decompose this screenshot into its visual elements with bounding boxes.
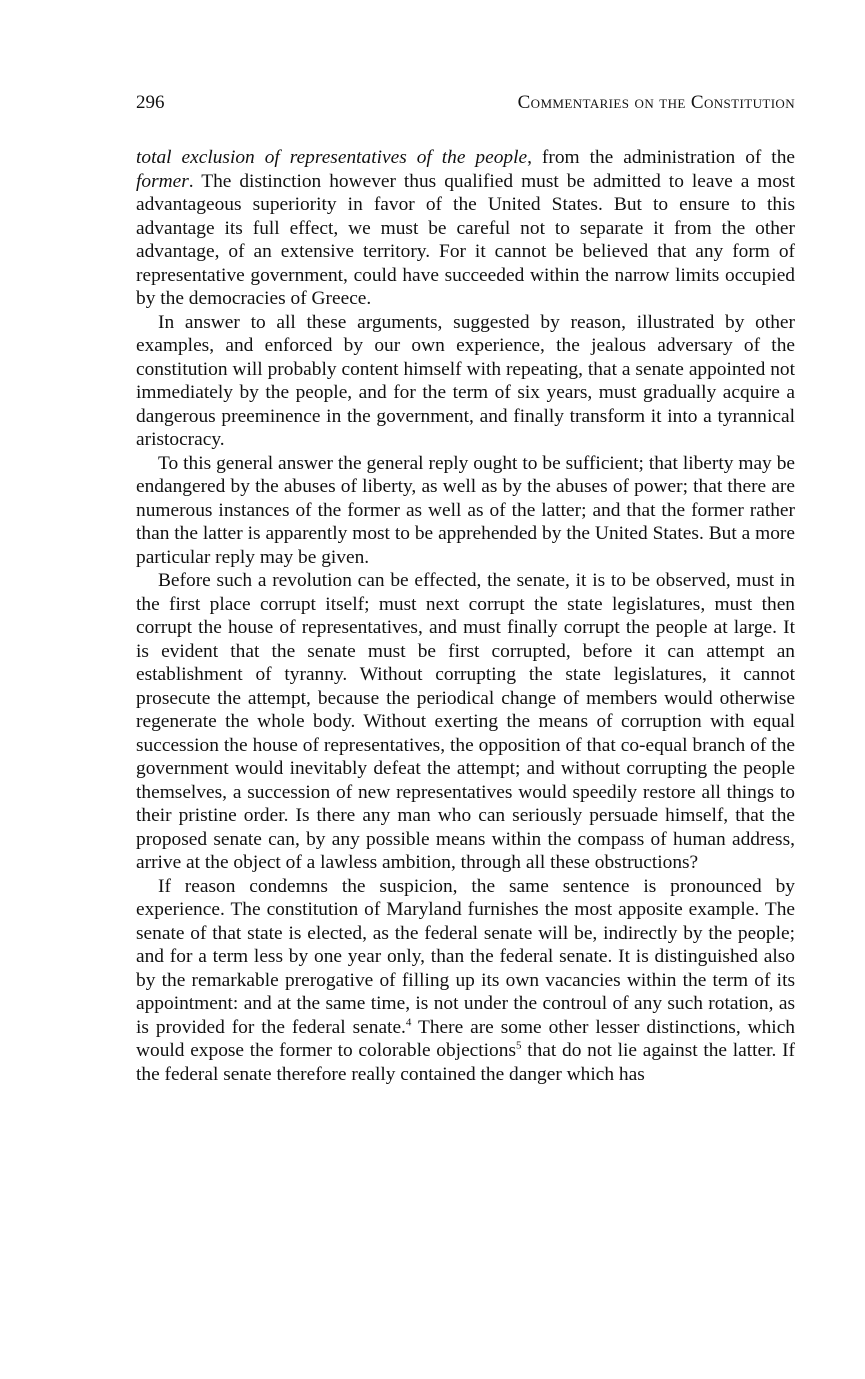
paragraph-2: In answer to all these arguments, suggested by reason, illustrated by other examples, and enforced by our own experience, the jealous adversary of the constitution will probably content himself with repeating, that a senate appointed not immediately by the people, and for the term of six years, must gradually acquire a dangerous preeminence in the government, and finally transform it into a tyrannical aristocracy. xyxy=(136,311,795,450)
paragraph-4: Before such a revolution can be effected, the senate, it is to be observed, must in the first place corrupt itself; must next corrupt the state legislatures, must then corrupt the house of representatives, and must finally corrupt the people at large. It is evident that the senate must be first corrupted, before it can attempt an establishment of tyranny. Without corrupting the state legislatures, it cannot prosecute the attempt, because the periodical change of members would otherwise regenerate the whole body. Without exerting the means of corruption with equal succession the house of representatives, the opposition of that co-equal branch of the government would inevitably defeat the attempt; and without corrupting the people themselves, a succession of new representatives would speedily restore all things to their pristine order. Is there any man who can seriously persuade himself, that the proposed senate can, by any possible means within the compass of human address, arrive at the object of a lawless ambition, through all these obstructions? xyxy=(136,570,795,873)
running-title: Commentaries on the Constitution xyxy=(517,92,795,113)
document-page xyxy=(136,92,795,1086)
page-number: 296 xyxy=(136,92,165,113)
paragraph-3: To this general answer the general reply ought to be sufficient; that liberty may be endangered by the abuses of liberty, as well as by the abuses of power; that there are numerous instances of the former as well as of the latter; and that the former rather than the latter is apparently most to be apprehended by the United States. But a more particular reply may be given. xyxy=(136,452,795,568)
paragraph-text: . The distinction however thus qualified must be admitted to leave a most advantageous superiority in favor of the United States. But to ensure to this advantage its full effect, we must be careful not to separate it from the other advantage, of an extensive territory. For it cannot be believed that any form of representative government, could have succeeded within the narrow limits occupied by the democracies of Greece. xyxy=(136,170,795,309)
paragraph-text: There are some other lesser distinctions, which would expose the former to colorable objections xyxy=(136,1016,795,1061)
paragraph-5 xyxy=(136,875,795,1087)
footnote-marker: 5 xyxy=(516,1039,522,1052)
footnote-marker: 4 xyxy=(405,1016,412,1029)
body-text xyxy=(136,146,795,1086)
running-head xyxy=(136,92,795,122)
italic-phrase: former xyxy=(136,170,189,192)
italic-phrase: total exclusion of representatives of the people xyxy=(136,147,528,168)
paragraph-text: that do not lie against the latter. If the federal senate therefore really contained the danger which has xyxy=(136,1040,796,1085)
paragraph-1 xyxy=(136,146,795,311)
paragraph-text: If reason condemns the suspicion, the same sentence is pronounced by experience. The constitution of Maryland furnishes the most apposite example. The senate of that state is elected, as the federal senate will be, indirectly by the people; and for a term less by one year only, than the federal senate. It is distinguished also by the remarkable prerogative of filling up its own vacancies within the term of its appointment: and at the same time, is not under the controul of any such rotation, as is provided for the federal senate. xyxy=(136,875,795,1038)
paragraph-text: , from the administration of the xyxy=(527,147,795,168)
